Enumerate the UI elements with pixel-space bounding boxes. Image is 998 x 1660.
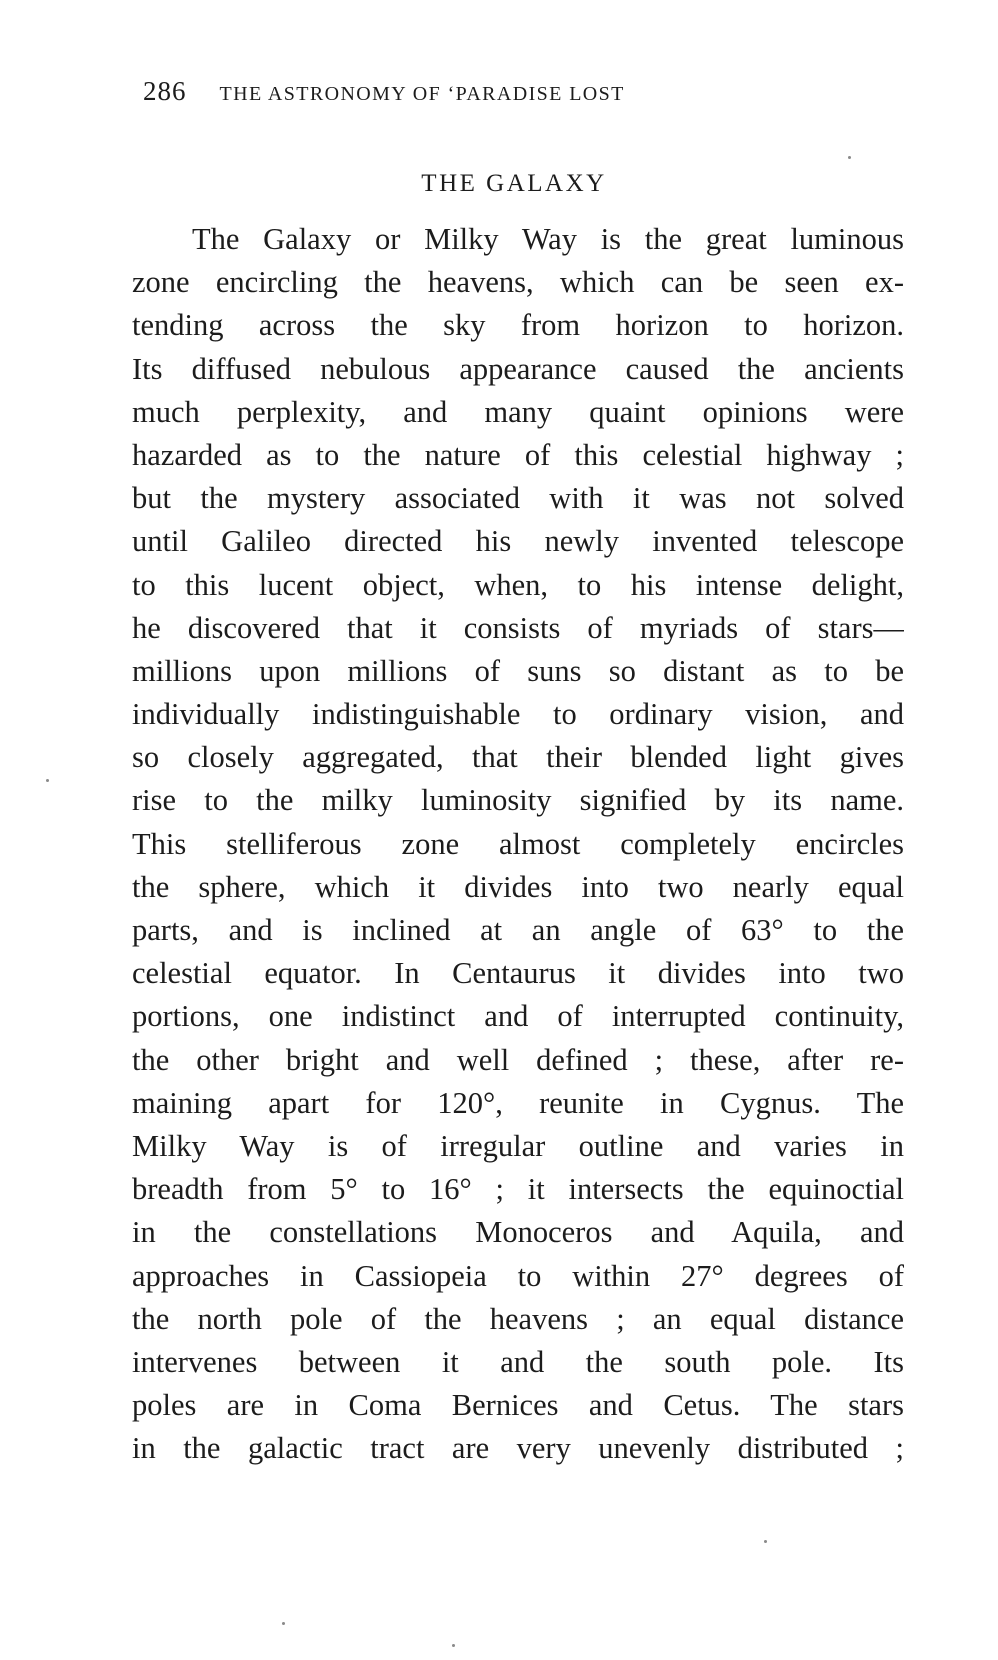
scan-speck — [764, 1540, 767, 1543]
text-line: celestial equator. In Centaurus it divides into two — [132, 956, 904, 991]
scan-speck — [848, 156, 851, 159]
text-line: he discovered that it consists of myriads of stars— — [132, 610, 904, 645]
text-line: approaches in Cassiopeia to within 27° degrees of — [132, 1258, 904, 1293]
running-title: THE ASTRONOMY OF ‘PARADISE LOST — [219, 83, 625, 105]
text-line: millions upon millions of suns so distant as to be — [132, 653, 904, 688]
text-line: but the mystery associated with it was not solved — [132, 481, 904, 516]
text-line: much perplexity, and many quaint opinions were — [132, 394, 904, 429]
text-line: until Galileo directed his newly invented telescope — [132, 524, 904, 559]
text-line: Milky Way is of irregular outline and varies in — [132, 1128, 904, 1163]
text-line: individually indistinguishable to ordinary vision, and — [132, 697, 904, 732]
running-head — [143, 76, 903, 116]
page-number: 286 — [143, 76, 187, 106]
text-line: so closely aggregated, that their blended light gives — [132, 740, 904, 775]
text-line: intervenes between it and the south pole. Its — [132, 1344, 904, 1379]
scan-speck — [46, 779, 49, 782]
text-line: portions, one indistinct and of interrupted continuity, — [132, 999, 904, 1034]
scan-speck — [452, 1644, 455, 1647]
text-line: The Galaxy or Milky Way is the great luminous — [192, 222, 904, 256]
text-line: the north pole of the heavens ; an equal distance — [132, 1301, 904, 1336]
text-line: in the constellations Monoceros and Aquila, and — [132, 1215, 904, 1250]
body-text — [132, 218, 904, 1470]
section-title: THE GALAXY — [421, 170, 607, 197]
text-line: to this lucent object, when, to his intense delight, — [132, 567, 904, 602]
text-line: parts, and is inclined at an angle of 63° to the — [132, 913, 904, 947]
text-line: This stelliferous zone almost completely encircles — [132, 826, 904, 861]
text-line: zone encircling the heavens, which can be seen ex- — [132, 265, 904, 300]
text-line: tending across the sky from horizon to horizon. — [132, 308, 904, 343]
text-line: hazarded as to the nature of this celestial highway ; — [132, 437, 904, 472]
text-line: the sphere, which it divides into two nearly equal — [132, 869, 904, 904]
text-line: the other bright and well defined ; these, after re- — [132, 1042, 904, 1077]
text-line: Its diffused nebulous appearance caused the ancients — [132, 351, 904, 386]
text-line: poles are in Coma Bernices and Cetus. The stars — [132, 1388, 904, 1423]
text-line: breadth from 5° to 16° ; it intersects the equinoctial — [132, 1172, 904, 1207]
text-line: maining apart for 120°, reunite in Cygnus. The — [132, 1085, 904, 1120]
scan-speck — [282, 1622, 285, 1625]
text-line: rise to the milky luminosity signified by its name. — [132, 783, 904, 818]
text-line: in the galactic tract are very unevenly distributed ; — [132, 1431, 904, 1466]
